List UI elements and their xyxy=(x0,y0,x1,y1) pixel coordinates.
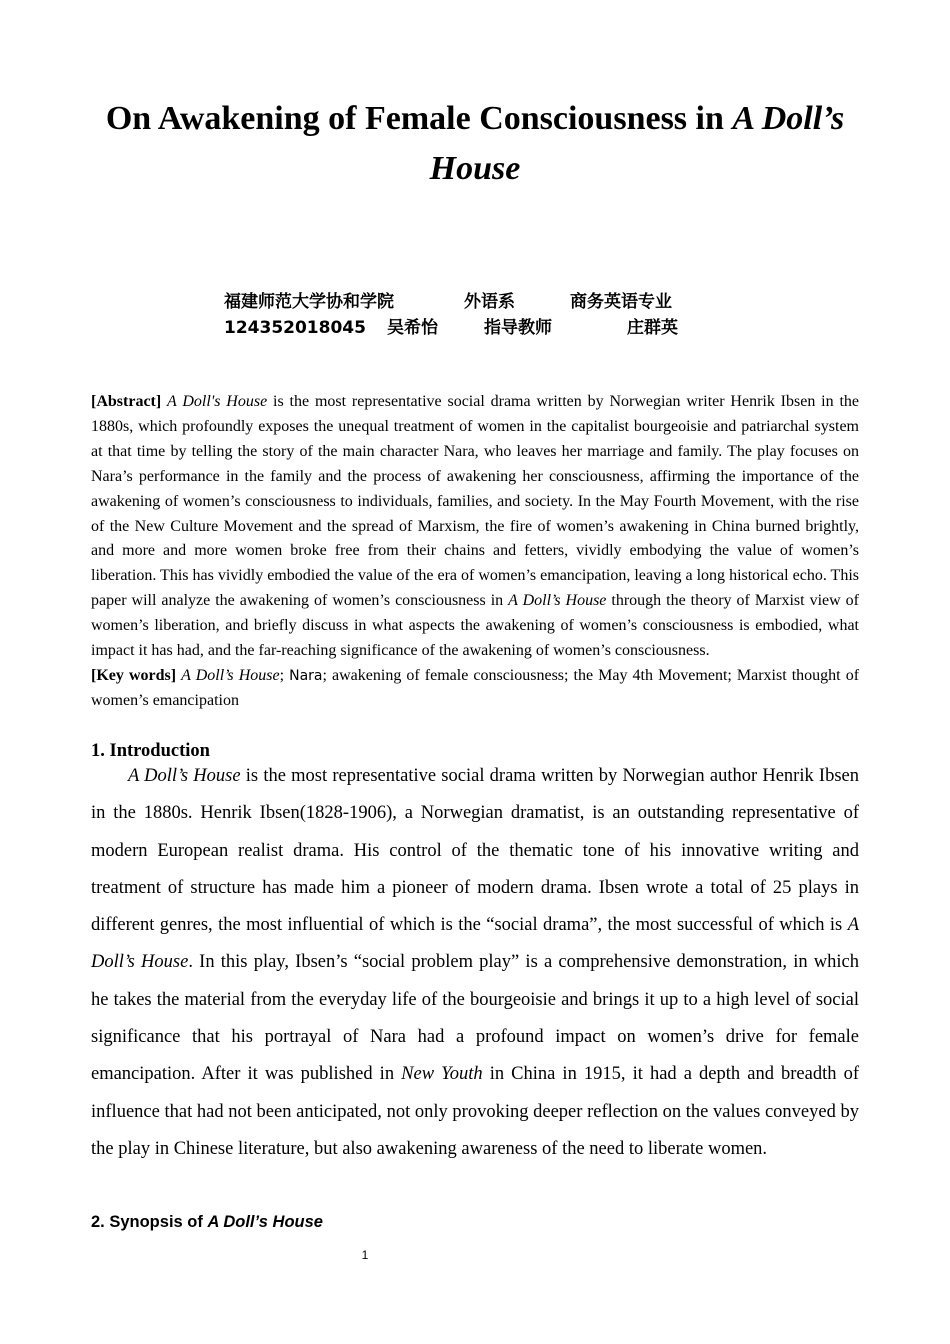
keywords-name: Nara xyxy=(289,667,323,684)
s1-work-title: A Doll’s House xyxy=(128,766,241,786)
s2-heading-prefix: 2. Synopsis of xyxy=(91,1213,208,1231)
s1-work-title-2: A Doll’s House xyxy=(91,915,859,973)
title-italic: A Doll’s House xyxy=(429,100,845,187)
keywords-paragraph xyxy=(91,664,859,714)
major-name: 商务英语专业 xyxy=(570,292,672,312)
section-1-heading: 1. Introduction xyxy=(91,741,210,761)
s2-heading-italic: A Doll’s House xyxy=(207,1213,323,1231)
abstract-block xyxy=(91,390,859,714)
school-name: 福建师范大学协和学院 xyxy=(224,292,394,312)
abstract-label: [Abstract] xyxy=(91,393,162,410)
section-2-heading xyxy=(91,1209,323,1235)
s1-text-1: is the most representative social drama written by Norwegian author Henrik Ibsen in the 1880s. Henrik Ibsen(1828-1906), a Norwegian dramatist, is an outstanding representative of modern European realist drama. His control of the thematic tone of his innovative writing and treatment of structure has made him a pioneer of modern drama. Ibsen wrote a total of 25 plays in different genres, the most influential of which is the “social drama”, the most successful of which is xyxy=(91,766,859,936)
student-id: 124352018045 xyxy=(224,318,366,338)
abstract-work-title-2: A Doll’s House xyxy=(508,592,607,610)
paper-title xyxy=(60,94,890,194)
keywords-rest: ; awakening of female consciousness; the May 4th Movement; Marxist thought of women’s emancipation xyxy=(91,666,860,709)
s1-text-2: . In this play, Ibsen’s “social problem play” is a comprehensive demonstration, in which he takes the material from the everyday life of the bourgeoisie and brings it up to a high level of social significance that his portrayal of Nara had a profound impact on women’s drive for female emancipation. After it was published in xyxy=(91,952,859,1085)
keywords-work-title: A Doll’s House xyxy=(181,666,280,684)
abstract-work-title: A Doll's House xyxy=(167,393,268,410)
advisor-name: 庄群英 xyxy=(627,318,678,338)
abstract-text-2: through the theory of Marxist view of women’s liberation, and briefly discuss in what aspects the awakening of women’s consciousness is embodied, what impact it has had, and the far-reaching significance of the awakening of women’s consciousness. xyxy=(91,592,859,660)
keywords-sep: ; xyxy=(279,666,290,684)
title-main: On Awakening of Female Consciousness in xyxy=(105,100,733,137)
advisor-label: 指导教师 xyxy=(484,318,552,338)
section-1-paragraph xyxy=(91,758,859,1168)
abstract-text-1: is the most representative social drama written by Norwegian writer Henrik Ibsen in the 1880s, which profoundly exposes the unequal treatment of women in the capitalist bourgeoisie and patriarchal system at that time by telling the story of the main character Nara, who leaves her marriage and family. The play focuses on Nara’s performance in the family and the process of awakening her consciousness, affirming the importance of the awakening of women’s consciousness to individuals, families, and society. In the May Fourth Movement, with the rise of the New Culture Movement and the spread of Marxism, the fire of women’s awakening in China burned brightly, and more and more women broke free from their chains and fetters, vividly embodying the value of women’s liberation. This has vividly embodied the value of the era of women’s emancipation, leaving a long historical echo. This paper will analyze the awakening of women’s consciousness in xyxy=(91,393,860,610)
student-name: 吴希怡 xyxy=(387,318,438,338)
page-number: 1 xyxy=(361,1248,369,1262)
s1-text-3: in China in 1915, it had a depth and breadth of influence that had not been anticipated, not only provoking deeper reflection on the values conveyed by the play in Chinese literature, but also awakening awareness of the need to liberate women. xyxy=(91,1064,859,1159)
section-1-body xyxy=(91,758,859,1168)
s1-journal: New Youth xyxy=(401,1064,483,1085)
department-name: 外语系 xyxy=(464,292,515,312)
abstract-paragraph xyxy=(91,390,859,664)
keywords-label: [Key words] xyxy=(91,666,177,684)
